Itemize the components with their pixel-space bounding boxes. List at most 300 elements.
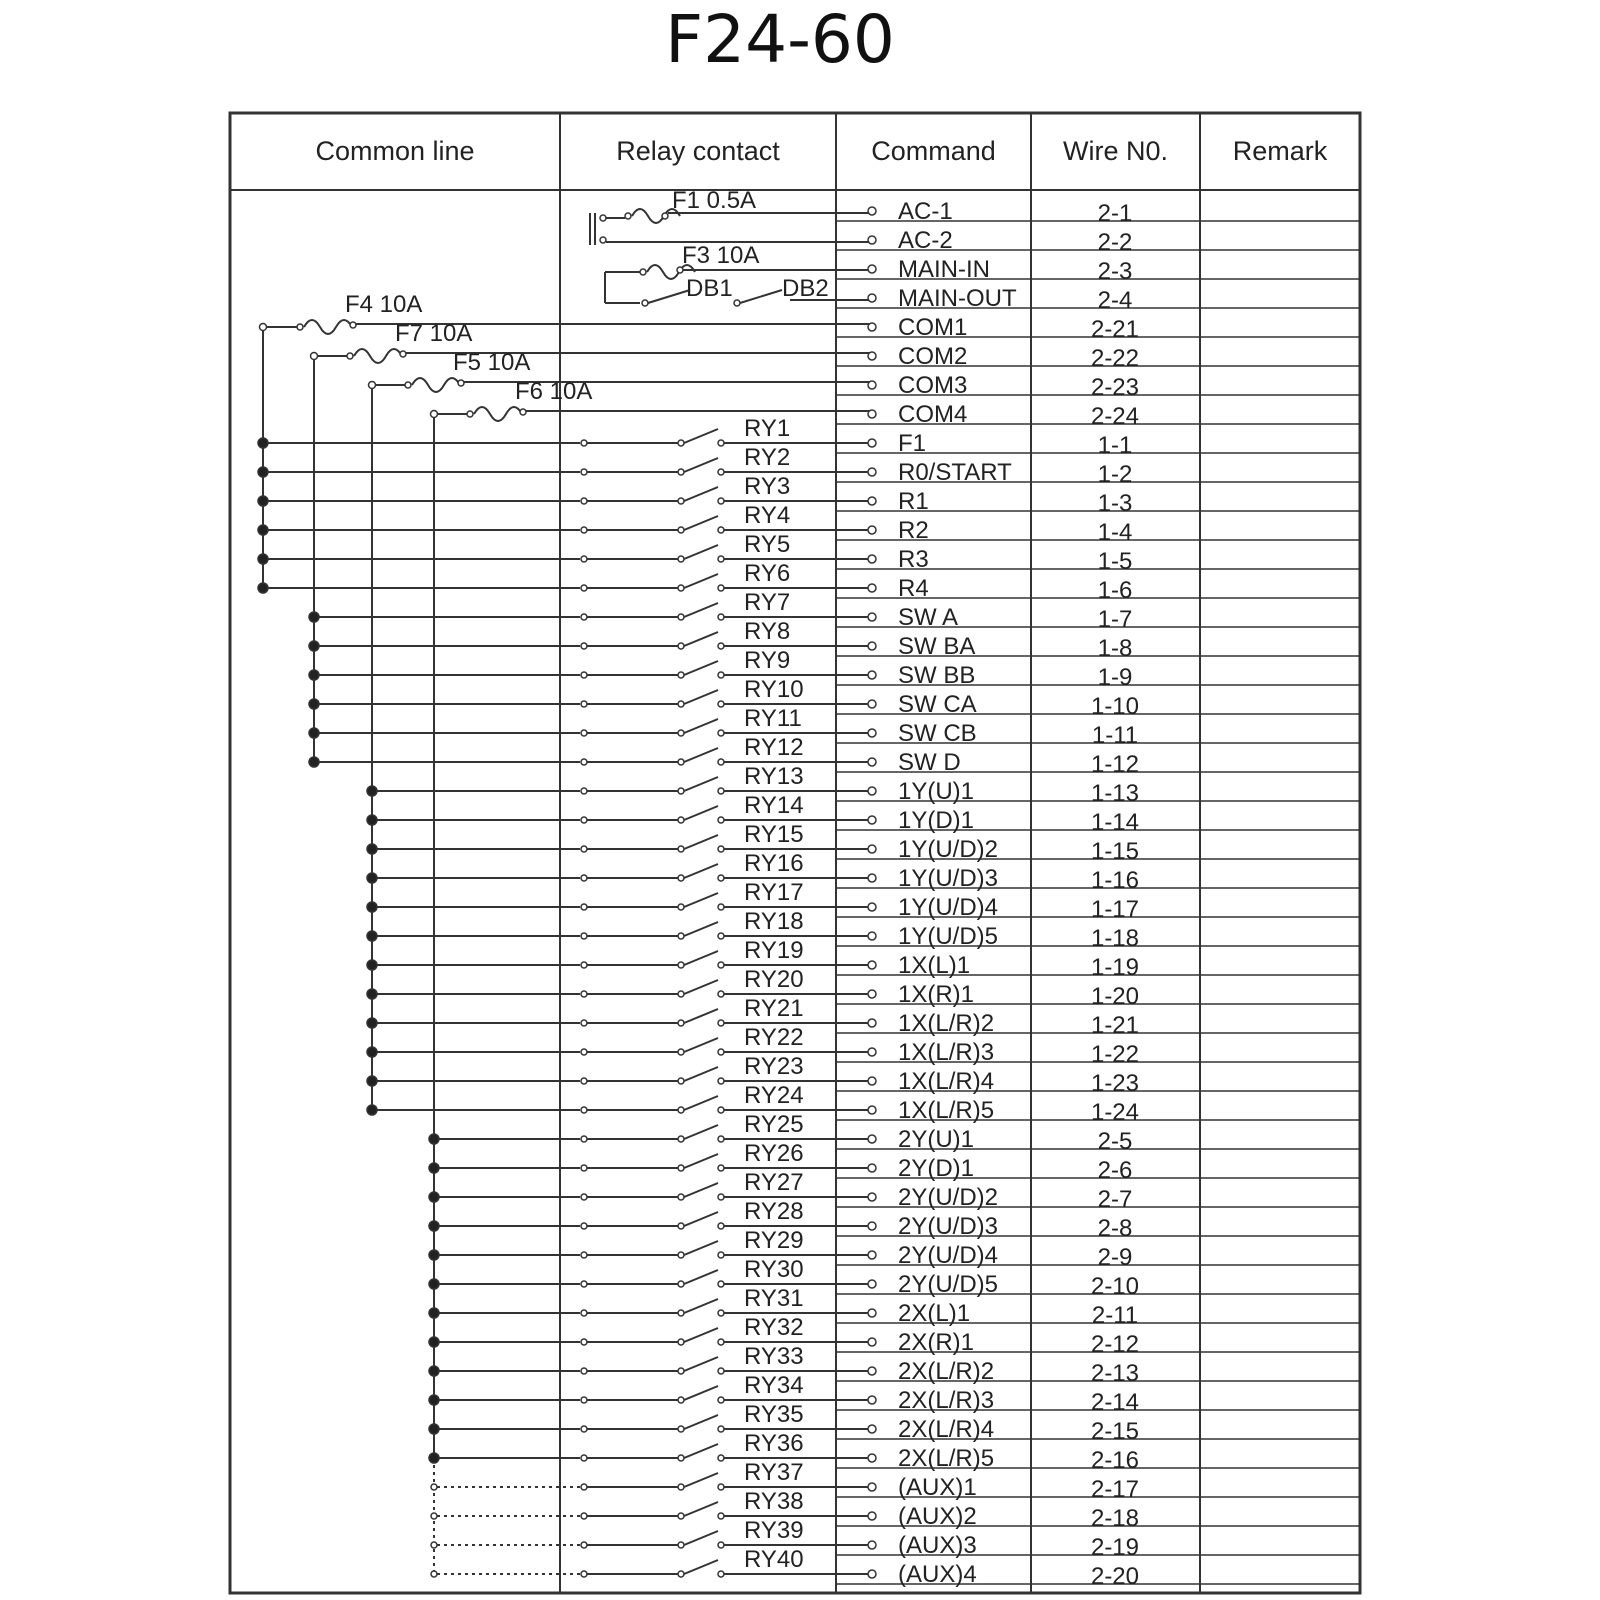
bus-junction <box>429 1424 439 1434</box>
wire-number: 1-16 <box>1090 867 1140 894</box>
bus-junction <box>367 1018 377 1028</box>
relay-terminal <box>581 788 587 794</box>
bus-junction <box>367 873 377 883</box>
relay-terminal <box>581 440 587 446</box>
relay-contact-ry1 <box>684 429 718 443</box>
relay-terminal <box>718 1397 724 1403</box>
wire-number: 2-7 <box>1097 1186 1133 1213</box>
relay-terminal <box>678 469 684 475</box>
relay-terminal <box>581 1397 587 1403</box>
relay-terminal <box>678 788 684 794</box>
relay-terminal <box>718 730 724 736</box>
command-terminal <box>868 845 876 853</box>
wire-number: 1-22 <box>1090 1041 1140 1068</box>
relay-contact-ry32 <box>684 1328 718 1342</box>
relay-label: RY4 <box>744 502 791 529</box>
bus-junction <box>367 960 377 970</box>
relay-contact-ry18 <box>684 922 718 936</box>
bus-junction <box>258 583 268 593</box>
relay-label: RY39 <box>744 1517 804 1544</box>
command-label: 2X(L/R)2 <box>898 1358 995 1385</box>
relay-label: RY14 <box>744 792 804 819</box>
command-label: MAIN-OUT <box>898 285 1017 312</box>
command-label: (AUX)4 <box>898 1561 977 1588</box>
command-terminal <box>868 323 876 331</box>
relay-terminal <box>678 1194 684 1200</box>
bus-junction <box>309 699 319 709</box>
relay-label: RY24 <box>744 1082 804 1109</box>
command-label: R1 <box>898 488 929 515</box>
command-terminal <box>868 1396 876 1404</box>
command-terminal <box>868 1251 876 1259</box>
command-terminal <box>868 729 876 737</box>
com-terminal <box>260 324 267 331</box>
relay-terminal <box>581 1339 587 1345</box>
relay-terminal <box>581 701 587 707</box>
header-wire-no: Wire N0. <box>1062 136 1169 166</box>
relay-label: RY35 <box>744 1401 804 1428</box>
relay-label: RY32 <box>744 1314 804 1341</box>
command-label: SW A <box>898 604 959 631</box>
wire-number: 2-16 <box>1090 1447 1140 1474</box>
wire-number: 1-9 <box>1097 664 1133 691</box>
relay-terminal <box>718 991 724 997</box>
command-terminal <box>868 1077 876 1085</box>
db2-switch <box>740 290 782 303</box>
command-terminal <box>868 294 876 302</box>
relay-contact-ry29 <box>684 1241 718 1255</box>
relay-terminal <box>718 1020 724 1026</box>
command-label: COM3 <box>898 372 968 399</box>
relay-label: RY34 <box>744 1372 804 1399</box>
wire-number: 2-11 <box>1091 1302 1139 1329</box>
relay-terminal <box>581 933 587 939</box>
bus-junction <box>309 641 319 651</box>
relay-terminal <box>678 875 684 881</box>
relay-contact-ry10 <box>684 690 718 704</box>
relay-terminal <box>718 556 724 562</box>
command-terminal <box>868 236 876 244</box>
bus-junction <box>367 902 377 912</box>
relay-label: RY36 <box>744 1430 804 1457</box>
relay-terminal <box>678 933 684 939</box>
command-label: 2X(R)1 <box>898 1329 975 1356</box>
relay-terminal <box>581 730 587 736</box>
bus-junction <box>258 525 268 535</box>
command-terminal <box>868 352 876 360</box>
command-label: F1 <box>898 430 927 457</box>
relay-terminal <box>678 1281 684 1287</box>
fuse-terminal <box>400 351 406 357</box>
bus-junction <box>367 931 377 941</box>
relay-terminal <box>581 1426 587 1432</box>
command-label: SW CA <box>898 691 977 718</box>
fuse-f3-label: F3 10A <box>682 242 760 269</box>
bus-junction <box>429 1366 439 1376</box>
wire-number: 1-5 <box>1097 548 1133 575</box>
wire-number: 2-24 <box>1090 403 1140 430</box>
relay-terminal <box>678 1223 684 1229</box>
relay-contact-ry22 <box>684 1038 718 1052</box>
bus-junction <box>309 757 319 767</box>
header-relay-contact: Relay contact <box>616 136 780 166</box>
relay-contact-ry12 <box>684 748 718 762</box>
relay-label: RY9 <box>744 647 791 674</box>
fuse-terminal <box>297 324 303 330</box>
relay-terminal <box>581 1484 587 1490</box>
relay-terminal <box>718 1107 724 1113</box>
bus-junction <box>429 1163 439 1173</box>
relay-terminal <box>678 759 684 765</box>
bus-junction <box>367 989 377 999</box>
relay-terminal <box>718 469 724 475</box>
command-terminal <box>868 1106 876 1114</box>
wire-number: 1-3 <box>1097 490 1133 517</box>
bus-junction <box>258 496 268 506</box>
command-label: COM1 <box>898 314 968 341</box>
command-terminal <box>868 1425 876 1433</box>
relay-label: RY23 <box>744 1053 804 1080</box>
relay-label: RY10 <box>744 676 804 703</box>
aux-tap <box>431 1513 437 1519</box>
command-label: R2 <box>898 517 929 544</box>
command-label: 2X(L)1 <box>898 1300 971 1327</box>
header-remark: Remark <box>1232 136 1328 166</box>
command-terminal <box>868 381 876 389</box>
relay-label: RY26 <box>744 1140 804 1167</box>
fuse-f7-label: F7 10A <box>395 320 473 347</box>
relay-terminal <box>678 672 684 678</box>
command-terminal <box>868 1019 876 1027</box>
relay-terminal <box>718 1368 724 1374</box>
relay-label: RY12 <box>744 734 804 761</box>
relay-terminal <box>678 730 684 736</box>
wire-number: 1-17 <box>1090 896 1140 923</box>
relay-terminal <box>718 1194 724 1200</box>
wire-number: 2-14 <box>1090 1389 1140 1416</box>
relay-label: RY21 <box>744 995 804 1022</box>
command-terminal <box>868 1483 876 1491</box>
fuse-terminal <box>347 353 353 359</box>
relay-terminal <box>581 643 587 649</box>
relay-terminal <box>678 1397 684 1403</box>
wire-number: 1-13 <box>1090 780 1140 807</box>
command-terminal <box>868 961 876 969</box>
relay-terminal <box>581 904 587 910</box>
fuse-terminal <box>467 411 473 417</box>
relay-contact-ry4 <box>684 516 718 530</box>
command-label: 2Y(U/D)5 <box>898 1271 999 1298</box>
relay-label: RY37 <box>744 1459 804 1486</box>
relay-terminal <box>581 614 587 620</box>
relay-contact-ry34 <box>684 1386 718 1400</box>
command-label: 2Y(U/D)2 <box>898 1184 999 1211</box>
wire-number: 2-23 <box>1090 374 1140 401</box>
command-terminal <box>868 1135 876 1143</box>
command-label: SW D <box>898 749 961 776</box>
fuse-f5 <box>412 378 460 392</box>
wire-number: 2-21 <box>1090 316 1140 343</box>
bus-junction <box>429 1337 439 1347</box>
command-label: 2X(L/R)5 <box>898 1445 995 1472</box>
diagram-title: F24-60 <box>665 1 895 78</box>
relay-contact-ry20 <box>684 980 718 994</box>
command-terminal <box>868 410 876 418</box>
wire-number: 1-18 <box>1090 925 1140 952</box>
wire-number: 1-10 <box>1090 693 1140 720</box>
bus-junction <box>429 1279 439 1289</box>
command-label: 1Y(U)1 <box>898 778 975 805</box>
wire-number: 2-22 <box>1090 345 1140 372</box>
relay-label: RY30 <box>744 1256 804 1283</box>
relay-terminal <box>718 1252 724 1258</box>
command-terminal <box>868 1164 876 1172</box>
command-terminal <box>868 700 876 708</box>
command-terminal <box>868 1338 876 1346</box>
command-label: 1X(L/R)3 <box>898 1039 995 1066</box>
relay-terminal <box>718 672 724 678</box>
com-terminal <box>369 382 376 389</box>
relay-terminal <box>581 1513 587 1519</box>
bus-junction <box>367 815 377 825</box>
wire-number: 1-12 <box>1090 751 1140 778</box>
relay-terminal <box>581 527 587 533</box>
com-terminal <box>311 353 318 360</box>
relay-label: RY31 <box>744 1285 804 1312</box>
relay-terminal <box>718 1571 724 1577</box>
relay-terminal <box>678 962 684 968</box>
relay-terminal <box>678 498 684 504</box>
relay-terminal <box>678 817 684 823</box>
bus-junction <box>258 554 268 564</box>
command-terminal <box>868 1454 876 1462</box>
fuse-terminal <box>405 382 411 388</box>
relay-terminal <box>718 1281 724 1287</box>
relay-terminal <box>718 643 724 649</box>
relay-terminal <box>718 1136 724 1142</box>
relay-terminal <box>581 846 587 852</box>
relay-terminal <box>678 1542 684 1548</box>
relay-terminal <box>581 759 587 765</box>
command-label: MAIN-IN <box>898 256 990 283</box>
aux-tap <box>431 1571 437 1577</box>
relay-terminal <box>718 817 724 823</box>
command-terminal <box>868 1222 876 1230</box>
db1-label: DB1 <box>686 275 733 302</box>
relay-contact-ry27 <box>684 1183 718 1197</box>
relay-terminal <box>718 1455 724 1461</box>
relay-terminal <box>581 1310 587 1316</box>
command-label: 1X(R)1 <box>898 981 975 1008</box>
relay-terminal <box>678 904 684 910</box>
relay-contact-ry21 <box>684 1009 718 1023</box>
bus-junction <box>309 728 319 738</box>
command-label: SW BB <box>898 662 976 689</box>
command-terminal <box>868 787 876 795</box>
bus-junction <box>367 1076 377 1086</box>
wire-number: 2-1 <box>1097 200 1133 227</box>
command-terminal <box>868 874 876 882</box>
relay-terminal <box>581 1252 587 1258</box>
command-terminal <box>868 1367 876 1375</box>
relay-terminal <box>678 1107 684 1113</box>
relay-terminal <box>581 1223 587 1229</box>
command-label: (AUX)1 <box>898 1474 977 1501</box>
relay-terminal <box>718 440 724 446</box>
relay-contact-ry17 <box>684 893 718 907</box>
relay-label: RY1 <box>744 415 791 442</box>
command-terminal <box>868 468 876 476</box>
command-terminal <box>868 1570 876 1578</box>
command-label: 1X(L/R)5 <box>898 1097 995 1124</box>
db2-label: DB2 <box>782 275 829 302</box>
wire-number: 1-8 <box>1097 635 1133 662</box>
relay-label: RY18 <box>744 908 804 935</box>
relay-terminal <box>581 556 587 562</box>
relay-contact-ry9 <box>684 661 718 675</box>
relay-terminal <box>718 527 724 533</box>
relay-contact-ry7 <box>684 603 718 617</box>
relay-contact-ry30 <box>684 1270 718 1284</box>
relay-contact-ry11 <box>684 719 718 733</box>
relay-label: RY22 <box>744 1024 804 1051</box>
command-label: 1Y(U/D)2 <box>898 836 999 863</box>
relay-contact-ry38 <box>684 1502 718 1516</box>
bus-junction <box>367 844 377 854</box>
wire-number: 2-17 <box>1090 1476 1140 1503</box>
relay-terminal <box>581 875 587 881</box>
relay-terminal <box>718 962 724 968</box>
wire-number: 1-6 <box>1097 577 1133 604</box>
command-label: 1X(L/R)2 <box>898 1010 995 1037</box>
bus-junction <box>429 1308 439 1318</box>
relay-contact-ry35 <box>684 1415 718 1429</box>
relay-label: RY8 <box>744 618 791 645</box>
relay-terminal <box>718 614 724 620</box>
relay-terminal <box>678 991 684 997</box>
relay-terminal <box>718 788 724 794</box>
command-terminal <box>868 932 876 940</box>
fuse-terminal <box>662 213 668 219</box>
wire-number: 2-19 <box>1090 1534 1140 1561</box>
relay-terminal <box>678 556 684 562</box>
relay-contact-ry40 <box>684 1560 718 1574</box>
relay-terminal <box>581 672 587 678</box>
relay-label: RY17 <box>744 879 804 906</box>
relay-terminal <box>581 1020 587 1026</box>
relay-terminal <box>581 1049 587 1055</box>
relay-contact-ry37 <box>684 1473 718 1487</box>
fuse-terminal <box>350 322 356 328</box>
relay-label: RY19 <box>744 937 804 964</box>
relay-contact-ry3 <box>684 487 718 501</box>
command-terminal <box>868 1309 876 1317</box>
command-terminal <box>868 439 876 447</box>
relay-terminal <box>678 1078 684 1084</box>
relay-terminal <box>678 1136 684 1142</box>
relay-terminal <box>718 701 724 707</box>
relay-terminal <box>678 846 684 852</box>
command-label: R3 <box>898 546 929 573</box>
relay-label: RY40 <box>744 1546 804 1573</box>
relay-contact-ry14 <box>684 806 718 820</box>
wire-number: 1-7 <box>1097 606 1133 633</box>
command-terminal <box>868 265 876 273</box>
relay-terminal <box>678 701 684 707</box>
command-label: R0/START <box>898 459 1012 486</box>
fuse-terminal <box>640 269 646 275</box>
relay-label: RY33 <box>744 1343 804 1370</box>
command-terminal <box>868 671 876 679</box>
relay-terminal <box>581 1368 587 1374</box>
command-terminal <box>868 207 876 215</box>
command-terminal <box>868 555 876 563</box>
bus-junction <box>429 1453 439 1463</box>
command-label: (AUX)3 <box>898 1532 977 1559</box>
relay-label: RY3 <box>744 473 791 500</box>
relay-terminal <box>678 1339 684 1345</box>
wire-number: 2-4 <box>1097 287 1133 314</box>
wire-number: 2-2 <box>1097 229 1133 256</box>
relay-contact-ry5 <box>684 545 718 559</box>
relay-contact-ry15 <box>684 835 718 849</box>
relay-terminal <box>718 875 724 881</box>
transformer-terminal <box>600 215 606 221</box>
relay-terminal <box>718 1426 724 1432</box>
relay-terminal <box>581 1165 587 1171</box>
command-label: 1Y(U/D)4 <box>898 894 999 921</box>
aux-tap <box>431 1484 437 1490</box>
relay-contact-ry39 <box>684 1531 718 1545</box>
relay-contact-ry16 <box>684 864 718 878</box>
wire-number: 1-2 <box>1097 461 1133 488</box>
command-label: 2Y(U/D)4 <box>898 1242 999 1269</box>
relay-terminal <box>678 585 684 591</box>
relay-terminal <box>581 817 587 823</box>
relay-contact-ry8 <box>684 632 718 646</box>
command-terminal <box>868 584 876 592</box>
command-label: 2X(L/R)4 <box>898 1416 995 1443</box>
fuse-f4-label: F4 10A <box>345 291 423 318</box>
command-label: 1Y(U/D)3 <box>898 865 999 892</box>
relay-terminal <box>718 904 724 910</box>
relay-terminal <box>678 1049 684 1055</box>
relay-contact-ry31 <box>684 1299 718 1313</box>
wire-number: 2-18 <box>1090 1505 1140 1532</box>
relay-terminal <box>718 1339 724 1345</box>
command-label: 2X(L/R)3 <box>898 1387 995 1414</box>
bus-junction <box>258 438 268 448</box>
relay-terminal <box>718 1078 724 1084</box>
command-label: SW BA <box>898 633 976 660</box>
relay-contact-ry26 <box>684 1154 718 1168</box>
fuse-f4 <box>304 320 352 334</box>
bus-junction <box>429 1134 439 1144</box>
switch-terminal <box>642 300 648 306</box>
relay-contact-ry6 <box>684 574 718 588</box>
command-terminal <box>868 990 876 998</box>
command-label: AC-2 <box>898 227 953 254</box>
relay-terminal <box>678 643 684 649</box>
command-label: 2Y(U/D)3 <box>898 1213 999 1240</box>
header-common-line: Common line <box>315 136 475 166</box>
command-terminal <box>868 1280 876 1288</box>
relay-terminal <box>581 1281 587 1287</box>
relay-terminal <box>581 1571 587 1577</box>
wire-number: 1-15 <box>1090 838 1140 865</box>
com-terminal <box>431 411 438 418</box>
relay-terminal <box>678 1310 684 1316</box>
